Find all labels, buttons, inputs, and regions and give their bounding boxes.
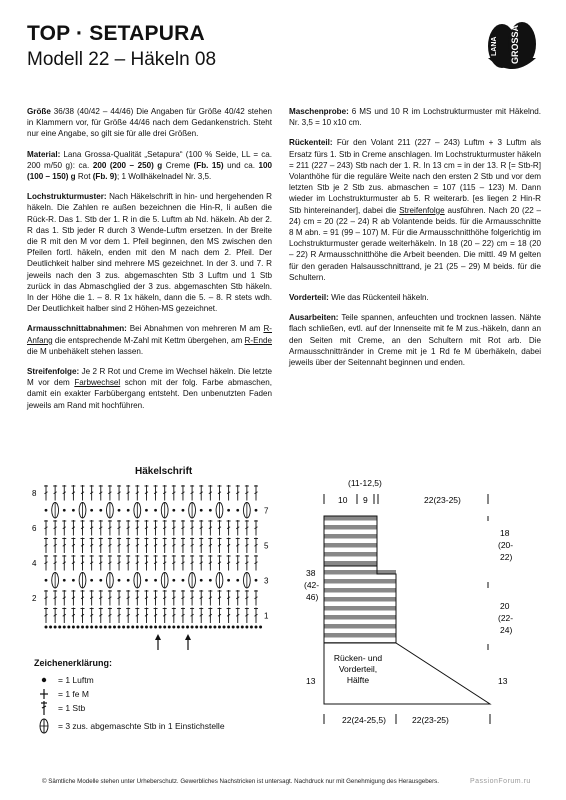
legend <box>34 658 225 734</box>
chain-stitch-icon <box>118 579 121 582</box>
material-amount: 100 (100 – 150) g <box>27 160 272 182</box>
stripe <box>324 633 396 638</box>
material-text: und ca. <box>223 160 259 170</box>
striped-garment-body <box>324 516 396 647</box>
material-text: Lana Grossa-Qualität „Setapura“ (100 % Seide, LL = ca. 200 m/50 g): ca. <box>27 149 272 170</box>
chain-stitch-icon <box>204 626 207 629</box>
chain-stitch-icon <box>76 626 79 629</box>
measure-label: 22) <box>500 552 513 562</box>
stripe <box>324 624 396 629</box>
size-paragraph <box>27 106 272 140</box>
pattern-label: Lochstrukturmuster: <box>27 192 107 202</box>
chain-stitch-icon <box>150 626 153 629</box>
double-crochet-icon <box>34 701 54 715</box>
row-number-left: 6 <box>32 523 37 533</box>
chain-stitch-icon <box>172 509 175 512</box>
chain-stitch-icon <box>255 626 258 629</box>
chain-stitch-icon <box>118 509 121 512</box>
stripe <box>324 579 396 584</box>
chain-stitch-icon <box>81 626 84 629</box>
finishing-text: Teile spannen, anfeuchten und trocknen lassen. Nähte flach schließen, evtl. auf der Innenseite mit fe M zus.-häkeln, dann an den Seiten mit Creme, an den Schultern mit Rot arb. Die Armausschnittränder in Creme mit je 1 Rd fe M überhäkeln, dabei jeweils über der Seitennaht beginnen und enden. <box>289 313 541 368</box>
chain-stitch-icon <box>49 626 52 629</box>
measure-label: 46) <box>306 592 319 602</box>
material-text: Creme <box>162 160 194 170</box>
chain-stitch-icon <box>58 626 61 629</box>
armhole-text: die entsprechende M-Zahl mit Kettm übergehen, am <box>52 335 245 345</box>
chain-stitch-icon <box>86 626 89 629</box>
chain-stitch-icon <box>45 579 48 582</box>
material-color-code: (Fb. 15) <box>193 160 224 170</box>
chain-stitch-icon <box>209 509 212 512</box>
single-crochet-icon <box>34 688 54 700</box>
chain-stitch-icon <box>255 579 258 582</box>
top-measurements <box>324 478 488 505</box>
chain-stitch-icon <box>200 626 203 629</box>
chain-stitch-icon <box>90 579 93 582</box>
chain-stitch-icon <box>191 626 194 629</box>
chain-stitch-icon <box>223 626 226 629</box>
chain-stitch-icon <box>241 626 244 629</box>
chain-stitch-icon <box>45 626 48 629</box>
measure-label: (42- <box>304 580 320 590</box>
measure-label: 22(23-25) <box>424 495 461 505</box>
center-label-line: Hälfte <box>346 675 370 685</box>
material-amount: 200 (200 – 250) g <box>92 160 163 170</box>
left-measurements <box>304 568 319 686</box>
crochet-chart <box>28 484 278 652</box>
chain-stitch-icon <box>104 626 107 629</box>
armhole-paragraph <box>27 323 272 357</box>
legend-item <box>34 674 225 686</box>
row-number-right: 1 <box>264 611 269 621</box>
measure-label: 18 <box>500 528 510 538</box>
chain-stitch-icon <box>232 626 235 629</box>
chain-stitch-icon <box>99 509 102 512</box>
body-outline <box>324 566 396 643</box>
legend-item <box>34 702 225 714</box>
armhole-text: Bei Abnahmen von mehreren M am <box>126 324 264 334</box>
gauge-label: Maschenprobe: <box>289 107 349 116</box>
size-label: Größe <box>27 107 51 116</box>
measure-label: 22(23-25) <box>412 715 449 725</box>
front-paragraph <box>289 292 541 303</box>
legend-title: Zeichenerklärung: <box>34 658 113 668</box>
row-number-right: 3 <box>264 576 269 586</box>
stripe-text: Je 2 R Rot und Creme im Wechsel häkeln. Die letzte M vor dem <box>27 367 272 388</box>
center-label-line: Rücken- und <box>333 653 383 663</box>
chain-stitch-icon <box>154 509 157 512</box>
chain-stitch-icon <box>113 626 116 629</box>
chain-stitch-icon <box>209 626 212 629</box>
garment-schematic <box>300 478 550 728</box>
chain-stitch-icon <box>122 626 125 629</box>
chain-stitch-icon <box>127 579 130 582</box>
measure-label: 38 <box>306 568 316 578</box>
measure-label: (20- <box>498 540 514 550</box>
chain-stitch-icon <box>159 626 162 629</box>
right-measurements <box>488 516 513 686</box>
chain-stitch-icon <box>63 579 66 582</box>
row-number-left: 4 <box>32 558 37 568</box>
chain-stitch-icon <box>90 626 93 629</box>
front-label: Vorderteil: <box>289 293 329 303</box>
legend-item <box>34 688 225 700</box>
chain-stitch-icon <box>195 626 198 629</box>
chain-stitch-icon <box>145 579 148 582</box>
stripe <box>324 552 377 557</box>
stripe <box>324 534 377 539</box>
chain-stitch-icon <box>227 626 230 629</box>
chain-stitch-icon <box>63 626 66 629</box>
front-text: Wie das Rückenteil häkeln. <box>328 293 429 303</box>
material-color-code: (Fb. 9) <box>92 172 117 182</box>
chain-stitch-icon <box>182 579 185 582</box>
chain-stitch-icon <box>163 626 166 629</box>
back-label: Rückenteil: <box>289 138 333 148</box>
chain-stitch-icon <box>227 579 230 582</box>
chain-stitch-icon <box>172 579 175 582</box>
stripe-paragraph <box>27 366 272 411</box>
chain-stitch-icon <box>255 509 258 512</box>
chain-stitch-icon <box>200 509 203 512</box>
chain-stitch-icon <box>99 626 102 629</box>
lana-grossa-logo <box>484 20 540 84</box>
chain-stitch-icon <box>218 626 221 629</box>
armhole-term: R-Anfang <box>27 324 272 345</box>
row-number-left: 8 <box>32 488 37 498</box>
svg-text:GROSSA: GROSSA <box>510 24 520 64</box>
measure-label: (11-12,5) <box>348 478 382 488</box>
armhole-label: Armausschnittabnahmen: <box>27 324 127 334</box>
finishing-paragraph <box>289 312 541 368</box>
chain-stitch-icon <box>54 626 57 629</box>
chain-stitch-icon <box>63 509 66 512</box>
measure-label: 13 <box>498 676 508 686</box>
legend-label: = 1 Stb <box>58 703 86 713</box>
material-text: Rot <box>75 172 93 182</box>
copyright-footer: © Sämtliche Modelle stehen unter Urheberschutz. Gewerbliches Nachstricken ist untersagt. Nachdruck nur mit Genehmigung des Herausgebers. <box>42 778 439 785</box>
legend-item <box>34 720 225 732</box>
measure-label: 20 <box>500 601 510 611</box>
chain-stitch-icon <box>45 509 48 512</box>
chain-stitch-icon <box>145 626 148 629</box>
chain-stitch-icon <box>90 509 93 512</box>
stripe <box>324 516 377 521</box>
measure-label: 13 <box>306 676 316 686</box>
cluster-stitch-icon <box>34 718 54 734</box>
chain-stitch-icon <box>186 626 189 629</box>
bottom-measurements <box>324 714 490 725</box>
back-paragraph <box>289 137 541 283</box>
right-text-column <box>289 106 541 377</box>
stripe <box>324 588 396 593</box>
material-paragraph <box>27 149 272 183</box>
chain-stitch-icon <box>245 626 248 629</box>
back-term: Streifenfolge <box>399 205 445 215</box>
left-text-column <box>27 106 272 420</box>
row-number-right: 5 <box>264 541 269 551</box>
chain-stitch-icon <box>181 626 184 629</box>
chain-stitch-icon <box>99 579 102 582</box>
chain-stitch-icon <box>34 675 54 685</box>
pattern-paragraph <box>27 191 272 314</box>
chain-stitch-icon <box>236 509 239 512</box>
chain-stitch-icon <box>259 626 262 629</box>
chain-stitch-icon <box>172 626 175 629</box>
chain-stitch-icon <box>177 626 180 629</box>
measure-label: 24) <box>500 625 513 635</box>
repeat-arrow-icon <box>185 634 191 640</box>
material-text: ; 1 Wollhäkelnadel Nr. 3,5. <box>116 172 212 182</box>
chain-stitch-icon <box>108 626 111 629</box>
size-text: 36/38 (40/42 – 44/46) Die Angaben für Größe 40/42 stehen in Klammern vor, für Größe 44/46 nach dem Gedankenstrich. Steht nur eine Angabe, so gilt sie für alle drei Größen. <box>27 107 272 139</box>
measure-label: (22- <box>498 613 514 623</box>
chain-stitch-icon <box>227 509 230 512</box>
measure-label: 9 <box>363 495 368 505</box>
chain-stitch-icon <box>200 579 203 582</box>
chain-stitch-icon <box>250 626 253 629</box>
chain-stitch-icon <box>136 626 139 629</box>
stripe <box>324 525 377 530</box>
pattern-text: Nach Häkelschrift in hin- und hergehenden R häkeln. Die Zahlen re außen bezeichnen die Hin-R, li außen die Rück-R. Das 1. Stb der 1. R in die 5. Luftm ab Nd. häkeln. Ab der 2. R das 1. Stb jeder R durch 3 Wende-Luftm ersetzen. In der Breite die R mit den M vor dem 1. Pfeil beginnen, den MS zwischen den Pfeilen fortl. häkeln, enden mit den M nach dem 2. Pfeil. Der Deutlichkeit halber sind mehrere MS gezeichnet. In der 3. und 7. R jeweils nach den 3 zus. abgemaschten Stb 3 Luftm und 1 Stb zurück in das Abmaschglied der 3 zus. abgemaschten Stb häkeln. In der Höhe die 1. – 8. R 1x häkeln, dann die 5. – 8. R stets wdh. Der Deutlichkeit halber sind 2 Höhen-MS gezeichnet. <box>27 192 272 314</box>
chain-stitch-icon <box>145 509 148 512</box>
chain-stitch-icon <box>118 626 121 629</box>
stripe <box>324 543 377 548</box>
stripe <box>324 561 377 566</box>
watermark: PassionForum.ru <box>470 778 531 785</box>
chain-stitch-icon <box>67 626 70 629</box>
material-label: Material: <box>27 149 61 159</box>
stripe-label: Streifenfolge: <box>27 367 80 377</box>
chain-stitch-icon <box>72 579 75 582</box>
center-label-line: Vorderteil, <box>338 664 378 674</box>
chain-stitch-icon <box>236 579 239 582</box>
chain-stitch-icon <box>236 626 239 629</box>
finishing-label: Ausarbeiten: <box>289 313 339 323</box>
stripe-text: schon mit der folg. Farbe abmaschen, damit ein exakter Farbübergang entsteht. Den unbenutzten Faden jeweils am Rand mit hochführen. <box>27 378 272 410</box>
chain-stitch-icon <box>127 509 130 512</box>
chain-stitch-icon <box>154 626 157 629</box>
legend-label: = 3 zus. abgemaschte Stb in 1 Einstichstelle <box>58 721 225 731</box>
row-number-right: 7 <box>264 506 269 516</box>
gauge-paragraph <box>289 106 541 128</box>
armhole-text: die M unbehäkelt stehen lassen. <box>27 346 144 356</box>
chain-stitch-icon <box>140 626 143 629</box>
chain-stitch-icon <box>154 579 157 582</box>
page-subtitle: Modell 22 – Häkeln 08 <box>27 49 217 70</box>
page-title: TOP · SETAPURA <box>27 22 205 45</box>
measure-label: 22(24-25,5) <box>342 715 386 725</box>
chain-stitch-icon <box>72 509 75 512</box>
chain-stitch-icon <box>72 626 75 629</box>
chain-stitch-icon <box>127 626 130 629</box>
repeat-arrow-icon <box>155 634 161 640</box>
stripe <box>324 597 396 602</box>
legend-label: = 1 fe M <box>58 689 89 699</box>
armhole-term: R-Ende <box>244 335 272 345</box>
chain-stitch-icon <box>182 509 185 512</box>
row-number-left: 2 <box>32 593 37 603</box>
chain-stitch-icon <box>95 626 98 629</box>
back-text: ausführen. Nach 20 (22 – 24) cm = 20 (22 – 24) R ab Volantende beids. für die Armausschnitte 8 M abn. = 91 (99 – 107) M. Für die Armausschnitthöhe folgerichtig im Lochstrukturmuster gerade weiterhäkeln. In 18 (20 – 22) cm = 18 (20 – 22) R Armausschnitthöhe die Arbeit beenden. Die mittl. 49 M gelten für den geraden Halsausschnittrand, je 21 (25 – 29) M beids. für die Schultern. <box>289 205 541 282</box>
legend-label: = 1 Luftm <box>58 675 94 685</box>
gauge-text: 6 MS und 10 R im Lochstrukturmuster mit Häkelnd. Nr. 3,5 = 10 x10 cm. <box>289 107 541 128</box>
chart-title: Häkelschrift <box>135 466 193 477</box>
chain-stitch-icon <box>168 626 171 629</box>
stripe-term: Farbwechsel <box>74 378 121 388</box>
svg-text:LANA: LANA <box>491 36 498 56</box>
chain-stitch-icon <box>131 626 134 629</box>
stripe <box>324 606 396 611</box>
stripe <box>324 615 396 620</box>
back-text: Für den Volant 211 (227 – 243) Luftm + 3 Luftm als Ersatz fürs 1. Stb in Creme anschlagen. Im Lochstrukturmuster häkeln = 211 (227 – 243) Stb nach der 1. R. In 13 cm = in der 13. R [= Stb-R] Volanthöhe für die reguläre Weite nach den ersten 2 Stb und vor dem letzten Stb je 2 Stb zus. abmaschen = 107 (115 – 123) M. Dann wieder im Lochstrukturmuster ab 5. R weiterarb. [es liegen 2 Hin-R Stb hintereinander], dabei die <box>289 138 541 215</box>
chain-stitch-icon <box>209 579 212 582</box>
chain-stitch-icon <box>213 626 216 629</box>
measure-label: 10 <box>338 495 348 505</box>
